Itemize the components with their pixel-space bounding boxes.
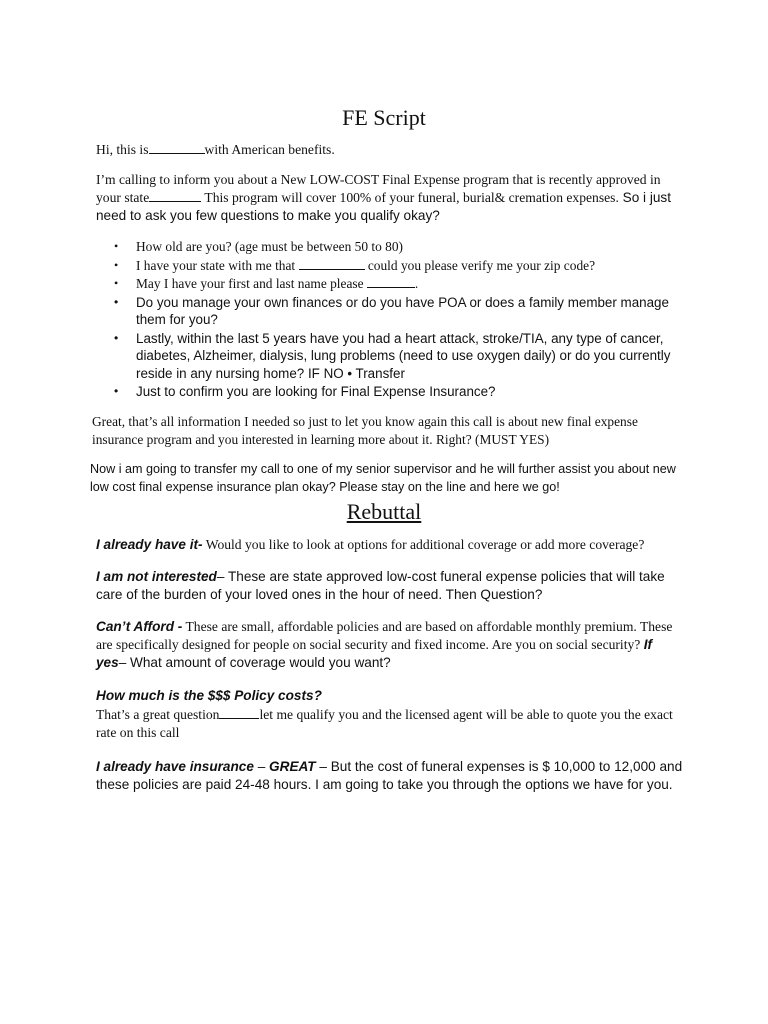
- bullet-icon: •: [114, 257, 119, 272]
- question-item: • Lastly, within the last 5 years have you had a heart attack, stroke/TIA, any type of cancer, diabetes, Alzheimer, dialysis, lung problems (need to use oxygen daily) or do you currently reside in any nursing home? IF NO • Transfer: [114, 330, 671, 381]
- bullet-icon: •: [114, 330, 119, 345]
- name-blank: [219, 706, 259, 719]
- bullet-icon: •: [114, 384, 119, 398]
- rebuttal-have-insurance: I already have insurance – GREAT – But the cost of funeral expenses is $ 10,000 to 12,000 and these policies are paid 24-48 hours. I am going to take you through the options we have for you.: [96, 759, 683, 792]
- rebuttal-cost-answer: That’s a great question let me qualify you and the licensed agent will be able to quote you the exact rate on this call: [96, 707, 673, 740]
- question-item: • I have your state with me that could you please verify me your zip code?: [114, 257, 596, 273]
- intro-text-a: I’m calling to inform you about a New LOW-COST Final Expense program that is recently approved in your state: [96, 172, 661, 205]
- rebuttal-cant-afford: Can’t Afford - These are small, affordable policies and are based on affordable monthly premium. These are specifically designed for people on social security and fixed income. Are you on social security? If yes– What amount of coverage would you want?: [96, 619, 673, 670]
- state-blank: [149, 189, 201, 202]
- questions-list: [114, 238, 684, 402]
- question-item: • Do you manage your own finances or do you have POA or does a family member manage them for you?: [114, 294, 669, 327]
- question-item: • Just to confirm you are looking for Final Expense Insurance?: [114, 384, 496, 399]
- transfer-paragraph: Now i am going to transfer my call to one of my senior supervisor and he will further assist you about new low cost final expense insurance plan okay? Please stay on the line and here we go!: [90, 462, 676, 494]
- intro-text-b: This program will cover 100% of your funeral, burial& cremation expenses.: [201, 190, 619, 205]
- bullet-icon: •: [114, 276, 119, 290]
- greeting-before: Hi, this is: [96, 142, 149, 157]
- name-blank: [367, 275, 415, 288]
- bullet-icon: •: [114, 294, 119, 309]
- intro-paragraph: [96, 171, 686, 225]
- rebuttal-have-it: I already have it- Would you like to look at options for additional coverage or add more coverage?: [96, 537, 645, 552]
- state-blank: [299, 257, 365, 270]
- question-item: • May I have your first and last name please .: [114, 276, 419, 291]
- rebuttal-cost-question: How much is the $$$ Policy costs?: [96, 688, 322, 703]
- page-title: FE Script: [342, 105, 426, 130]
- bullet-icon: •: [114, 239, 119, 253]
- rebuttal-not-interested: I am not interested– These are state approved low-cost funeral expense policies that will take care of the burden of your loved ones in the hour of need. Then Question?: [96, 569, 665, 602]
- greeting-after: with American benefits.: [204, 142, 335, 157]
- rebuttal-heading: Rebuttal: [346, 499, 422, 524]
- name-blank: [149, 141, 205, 154]
- confirm-paragraph: Great, that’s all information I needed so just to let you know again this call is about new final expense insurance program and you interested in learning more about it. Right? (MUST YES): [92, 414, 638, 447]
- intro-text-c: So i just need to ask you few questions to make you qualify okay?: [96, 190, 672, 223]
- question-item: • How old are you? (age must be between 50 to 80): [114, 239, 403, 254]
- greeting-paragraph: [96, 141, 686, 159]
